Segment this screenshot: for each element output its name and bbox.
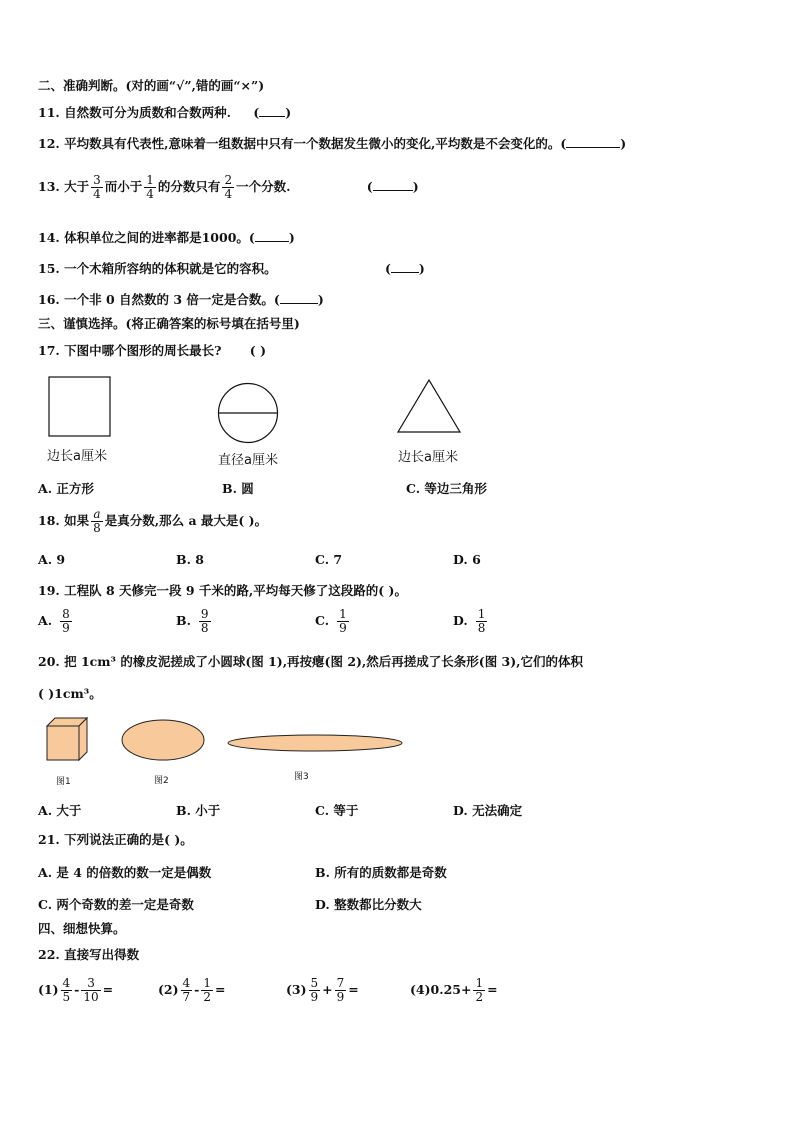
q22-3-fraction-b: $\frac{7}{9}$ [336, 976, 345, 1004]
q20-option-a[interactable]: A. 大于 [38, 803, 82, 818]
q15-number: 15. [38, 261, 60, 276]
question-20 [38, 654, 583, 670]
q11-text: 自然数可分为质数和合数两种. [64, 105, 231, 120]
q12-text: 平均数具有代表性,意味着一组数据中只有一个数据发生微小的变化,平均数是不会变化的。( [64, 136, 567, 151]
square-figure [48, 376, 112, 438]
fig-2-label: 图2 [154, 776, 169, 786]
q12-answer-blank[interactable] [566, 135, 620, 148]
q14-answer-blank[interactable] [255, 229, 289, 242]
q13-fraction-3: $\frac{2}{4}$ [224, 173, 233, 201]
q21-text: 下列说法正确的是( )。 [64, 832, 193, 847]
q21-number: 21. [38, 832, 60, 847]
q13-text-1: 大于 [64, 179, 90, 194]
q13-text-3: 的分数只有 [157, 179, 221, 194]
q13-answer-blank[interactable] [373, 178, 413, 191]
question-15 [38, 260, 425, 277]
q14-text: 体积单位之间的进率都是1000。( [64, 230, 255, 245]
q16-text: 一个非 0 自然数的 3 倍一定是合数。( [64, 292, 280, 307]
q19-option-b[interactable]: B. $\frac{9}{8}$ [176, 607, 209, 635]
q17-option-c[interactable]: C. 等边三角形 [406, 481, 487, 496]
circle-figure [217, 382, 279, 444]
section-3-title: 三、谨慎选择。(将正确答案的标号填在括号里) [38, 316, 300, 331]
q17-number: 17. [38, 343, 60, 358]
q19-a-fraction: $\frac{8}{9}$ [62, 607, 70, 635]
q11-answer-blank[interactable] [259, 104, 285, 117]
question-16 [38, 291, 324, 308]
q21-option-b[interactable]: B. 所有的质数都是奇数 [315, 865, 447, 880]
q22-item-1[interactable]: (1) $\frac{4}{5}$ - $\frac{3}{10}$ = [38, 976, 114, 1004]
question-11 [38, 104, 291, 121]
q18-option-c[interactable]: C. 7 [315, 552, 343, 567]
fig-1-label: 图1 [56, 777, 71, 787]
q13-number: 13. [38, 179, 60, 194]
q13-paren-open: ( [366, 179, 373, 194]
q22-item-4[interactable]: (4)0.25+ $\frac{1}{2}$ = [410, 976, 498, 1004]
question-18 [38, 506, 267, 536]
q20-answer-line[interactable]: ( )1cm³。 [38, 686, 102, 701]
q22-2-fraction-b: $\frac{1}{2}$ [203, 976, 212, 1004]
q16-paren-close: ) [317, 292, 324, 307]
question-13 [38, 172, 419, 202]
q13-fraction-1: $\frac{3}{4}$ [93, 173, 101, 201]
q15-text: 一个木箱所容纳的体积就是它的容积。 [64, 261, 277, 276]
q17-option-b[interactable]: B. 圆 [222, 481, 254, 496]
q22-1-fraction-a: $\frac{4}{5}$ [62, 976, 71, 1004]
q19-number: 19. [38, 583, 60, 598]
q20-text: 把 1cm³ 的橡皮泥搓成了小圆球(图 1),再按瘪(图 2),然后再搓成了长条形(图 3),它们的体积 [64, 654, 584, 669]
q11-paren-close: ) [285, 105, 292, 120]
section-2-title: 二、准确判断。(对的画“√”,错的画“×”) [38, 78, 265, 93]
flattened-ellipse-figure-2 [120, 718, 206, 762]
q15-answer-blank[interactable] [391, 260, 419, 273]
q13-text-4: 一个分数. [236, 179, 291, 194]
q22-2-fraction-a: $\frac{4}{7}$ [182, 976, 191, 1004]
q22-item-2[interactable]: (2) $\frac{4}{7}$ - $\frac{1}{2}$ = [158, 976, 226, 1004]
q21-option-d[interactable]: D. 整数都比分数大 [315, 897, 422, 912]
q20-option-d[interactable]: D. 无法确定 [453, 803, 523, 818]
q18-text-1: 如果 [64, 513, 90, 528]
q13-text-2: 而小于 [104, 179, 143, 194]
long-strip-figure-3 [226, 733, 406, 753]
question-19 [38, 583, 407, 599]
question-22 [38, 947, 139, 963]
q22-number: 22. [38, 947, 60, 962]
q20-number: 20. [38, 654, 60, 669]
q17-answer-paren[interactable]: ( ) [249, 343, 266, 358]
q14-paren-close: ) [288, 230, 295, 245]
q14-number: 14. [38, 230, 60, 245]
square-label: 边长a厘米 [47, 449, 107, 464]
q19-b-fraction: $\frac{9}{8}$ [200, 607, 209, 635]
q19-option-c[interactable]: C. $\frac{1}{9}$ [315, 607, 347, 635]
q12-paren-close: ) [620, 136, 627, 151]
q19-c-fraction: $\frac{1}{9}$ [339, 607, 347, 635]
q18-text-2: 是真分数,那么 a 最大是( )。 [104, 513, 268, 528]
circle-label: 直径a厘米 [218, 453, 278, 468]
triangle-label: 边长a厘米 [398, 450, 458, 465]
question-12 [38, 135, 626, 152]
q22-text: 直接写出得数 [64, 947, 140, 962]
q18-option-a[interactable]: A. 9 [38, 552, 66, 567]
q22-1-fraction-b: $\frac{3}{10}$ [83, 976, 99, 1004]
q13-fraction-2: $\frac{1}{4}$ [146, 173, 154, 201]
q16-number: 16. [38, 292, 60, 307]
q19-d-fraction: $\frac{1}{8}$ [477, 607, 486, 635]
q21-option-c[interactable]: C. 两个奇数的差一定是奇数 [38, 897, 194, 912]
q21-option-a[interactable]: A. 是 4 的倍数的数一定是偶数 [38, 865, 212, 880]
q17-text: 下图中哪个图形的周长最长? [64, 343, 222, 358]
fig-3-label: 图3 [294, 772, 309, 782]
triangle-figure [396, 378, 462, 434]
q15-paren-close: ) [418, 261, 425, 276]
q15-paren-open: ( [384, 261, 391, 276]
question-21 [38, 832, 193, 848]
q20-option-b[interactable]: B. 小于 [176, 803, 221, 818]
q19-option-a[interactable]: A. $\frac{8}{9}$ [38, 607, 70, 635]
q20-option-c[interactable]: C. 等于 [315, 803, 359, 818]
section-4-title: 四、细想快算。 [38, 921, 126, 936]
q11-number: 11. [38, 105, 60, 120]
question-14 [38, 229, 295, 246]
q22-4-fraction-b: $\frac{1}{2}$ [475, 976, 484, 1004]
q18-option-d[interactable]: D. 6 [453, 552, 481, 567]
q19-text: 工程队 8 天修完一段 9 千米的路,平均每天修了这段路的( )。 [64, 583, 407, 598]
q19-option-d[interactable]: D. $\frac{1}{8}$ [453, 607, 486, 635]
q13-paren-close: ) [412, 179, 419, 194]
cube-figure-1 [44, 714, 90, 762]
q18-number: 18. [38, 513, 60, 528]
q18-fraction: $\frac{a}{8}$ [93, 507, 101, 535]
q17-option-a[interactable]: A. 正方形 [38, 481, 94, 496]
q12-number: 12. [38, 136, 60, 151]
q22-item-3[interactable]: (3) $\frac{5}{9}$ + $\frac{7}{9}$ = [286, 976, 359, 1004]
q22-3-fraction-a: $\frac{5}{9}$ [310, 976, 319, 1004]
question-17 [38, 343, 266, 359]
q16-answer-blank[interactable] [280, 291, 318, 304]
q18-option-b[interactable]: B. 8 [176, 552, 204, 567]
q11-paren-open: ( [253, 105, 260, 120]
